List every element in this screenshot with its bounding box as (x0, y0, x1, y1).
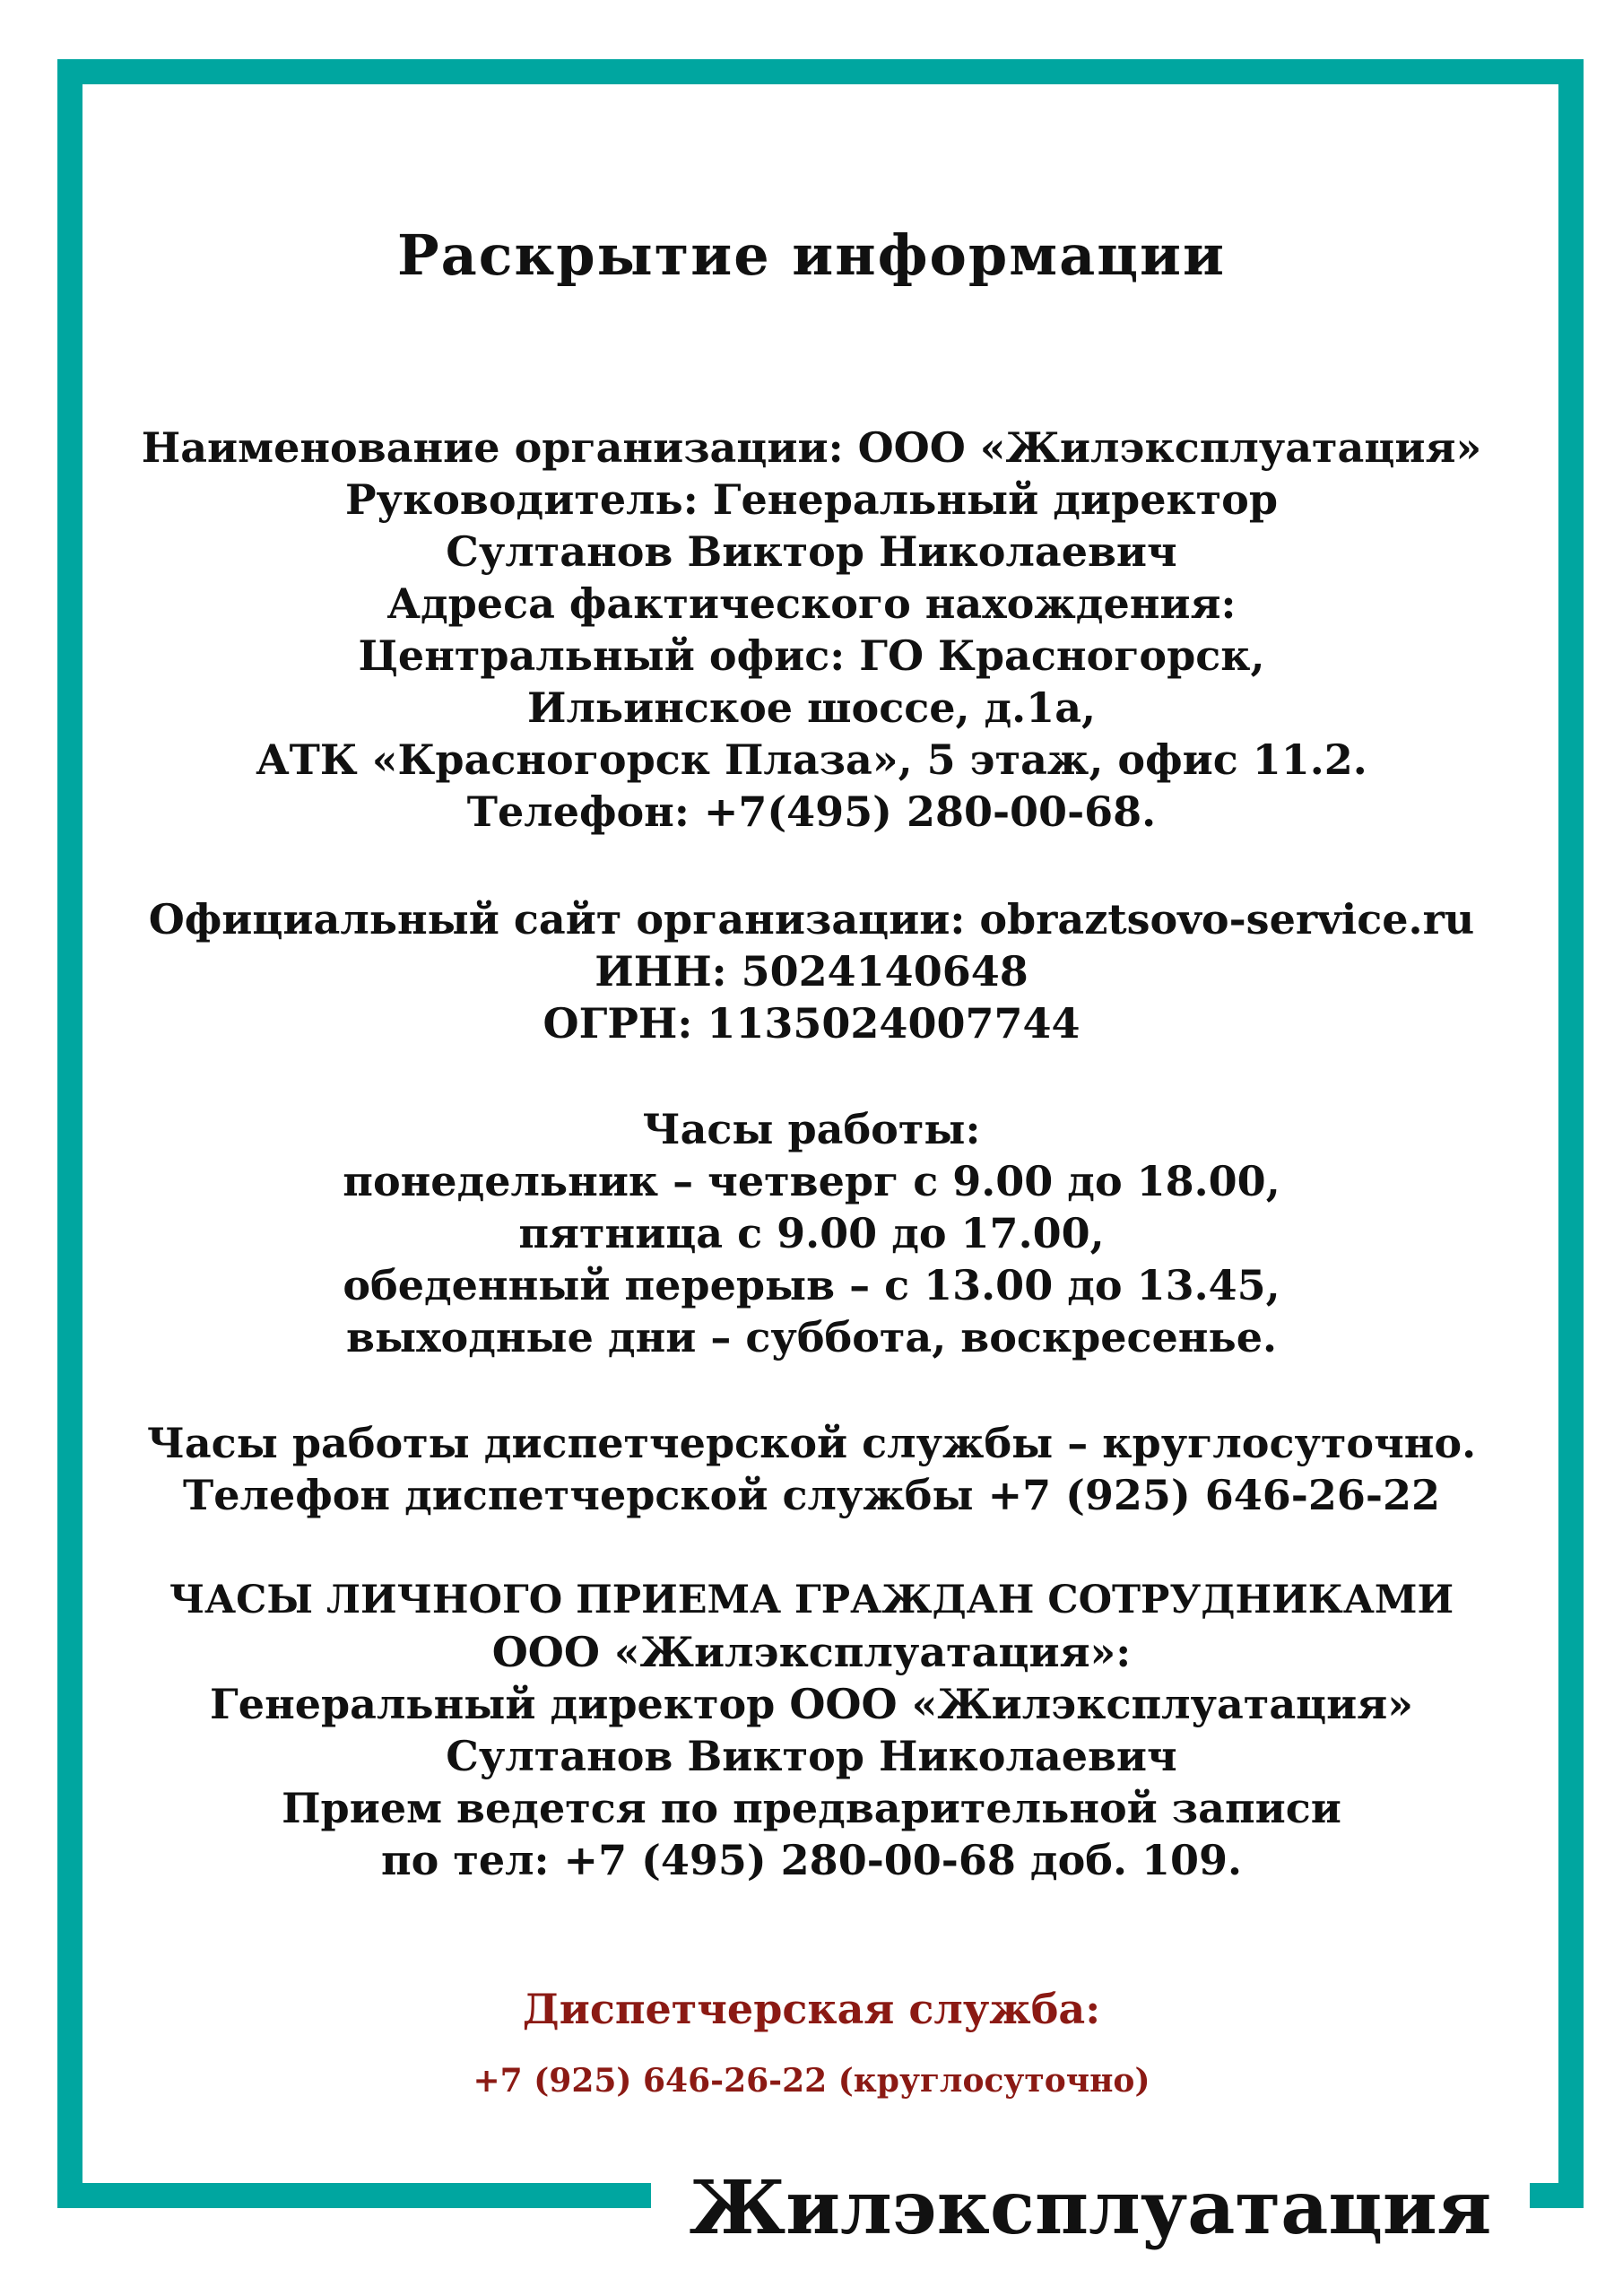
work-hours-info (90, 1103, 1533, 1363)
hotline-label: Диспетчерская служба: (522, 1985, 1101, 2033)
identifiers-info (90, 893, 1533, 1049)
organization-info (90, 422, 1533, 838)
reception-appointment-line: Прием ведется по предварительной записи (282, 1784, 1341, 1832)
reception-org-line: ООО «Жилэксплуатация»: (491, 1628, 1132, 1676)
address-line-building: АТК «Красногорск Плаза», 5 этаж, офис 11.2. (256, 735, 1367, 784)
inn-line: ИНН: 5024140648 (595, 947, 1028, 996)
dispatch-hours-line: Часы работы диспетчерской службы – круглосуточно. (146, 1419, 1477, 1467)
brand-wordmark: Жилэксплуатация (689, 2165, 1492, 2251)
reception-heading: ЧАСЫ ЛИЧНОГО ПРИЕМА ГРАЖДАН СОТРУДНИКАМИ (169, 1578, 1454, 1622)
address-heading: Адреса фактического нахождения: (386, 579, 1237, 628)
dispatch-phone-line: Телефон диспетчерской службы +7 (925) 646-26-22 (183, 1471, 1440, 1519)
reception-phone-line: по тел: +7 (495) 280-00-68 доб. 109. (380, 1836, 1243, 1884)
work-hours-heading: Часы работы: (642, 1105, 981, 1153)
address-line-office: Центральный офис: ГО Красногорск, (358, 631, 1265, 680)
reception-info (90, 1574, 1533, 1886)
director-name-line: Султанов Виктор Николаевич (446, 527, 1177, 576)
org-name-line: Наименование организации: ООО «Жилэксплуатация» (141, 423, 1482, 472)
work-hours-weekend: выходные дни – суббота, воскресенье. (346, 1313, 1277, 1361)
work-hours-lunch: обеденный перерыв – с 13.00 до 13.45, (343, 1261, 1280, 1309)
page-title: Раскрытие информации (396, 222, 1227, 288)
work-hours-mon-thu: понедельник – четверг с 9.00 до 18.00, (343, 1157, 1280, 1205)
reception-director-line: Генеральный директор ООО «Жилэксплуатация» (210, 1680, 1413, 1728)
reception-director-name: Султанов Виктор Николаевич (446, 1732, 1177, 1780)
work-hours-fri: пятница с 9.00 до 17.00, (518, 1209, 1105, 1257)
address-line-street: Ильинское шоссе, д.1а, (526, 683, 1097, 732)
ogrn-line: ОГРН: 1135024007744 (542, 999, 1081, 1048)
dispatch-info (90, 1417, 1533, 1521)
phone-line: Телефон: +7(495) 280-00-68. (466, 787, 1157, 836)
website-line: Официальный сайт организации: obraztsovo-service.ru (148, 895, 1475, 944)
director-line: Руководитель: Генеральный директор (344, 475, 1279, 524)
hotline-number: +7 (925) 646-26-22 (круглосуточно) (473, 2062, 1150, 2100)
